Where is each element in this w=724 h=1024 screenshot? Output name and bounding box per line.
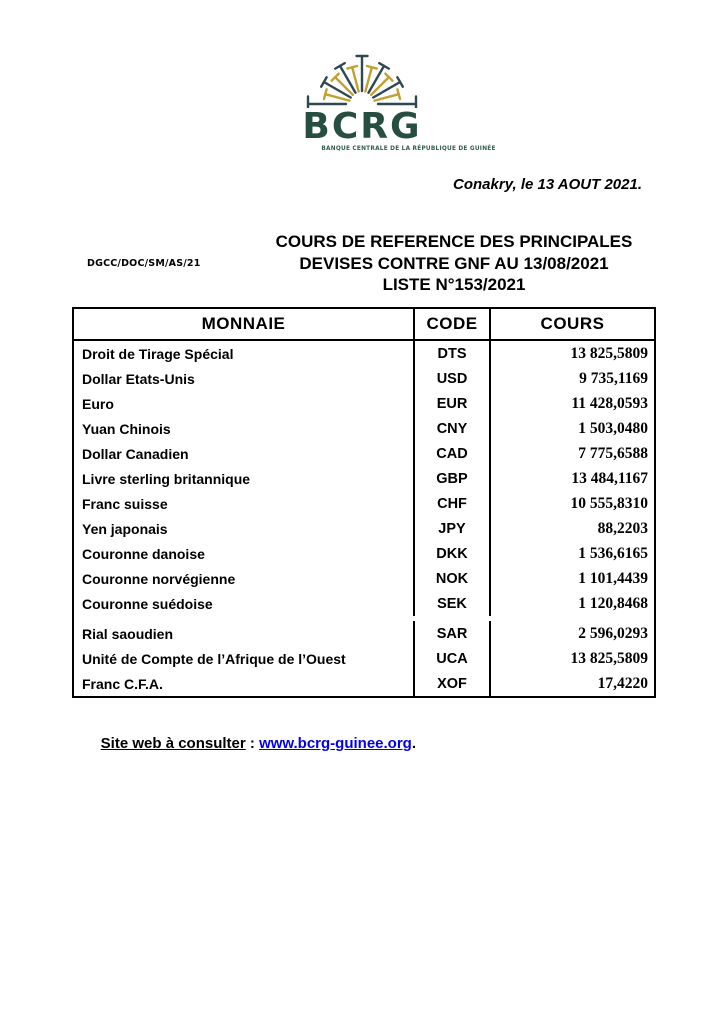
- currency-name-cell: Euro: [82, 395, 114, 412]
- currency-code-cell: JPY: [413, 516, 491, 541]
- table-row: [74, 391, 654, 416]
- currency-name-cell: Couronne norvégienne: [82, 570, 236, 587]
- currency-code-cell: SEK: [413, 591, 491, 616]
- table-row: [74, 466, 654, 491]
- table-row: [74, 621, 654, 646]
- table-row: [74, 441, 654, 466]
- bcrg-tagline: BANQUE CENTRALE DE LA RÉPUBLIQUE DE GUINÉE: [321, 145, 496, 152]
- title-line-3: LISTE N°153/2021: [382, 275, 526, 294]
- currency-code-cell: EUR: [413, 391, 491, 416]
- currency-code-cell: DTS: [413, 341, 491, 366]
- bcrg-logo: [292, 50, 496, 156]
- table-row: [74, 541, 654, 566]
- footer-separator: :: [245, 735, 260, 752]
- currency-rate-cell: 7 775,6588: [578, 444, 648, 462]
- currency-name-cell: Couronne danoise: [82, 545, 205, 562]
- currency-name-cell: Franc suisse: [82, 495, 168, 512]
- currency-name-cell: Couronne suédoise: [82, 595, 213, 612]
- date-line: Conakry, le 13 AOUT 2021.: [453, 176, 642, 193]
- currency-name-cell: Droit de Tirage Spécial: [82, 345, 234, 362]
- website-link[interactable]: www.bcrg-guinee.org: [259, 735, 412, 752]
- table-row: [74, 516, 654, 541]
- currency-code-cell: XOF: [413, 671, 491, 696]
- currency-code-cell: UCA: [413, 646, 491, 671]
- table-header-row: [74, 309, 654, 341]
- site-web-label: Site web à consulter: [100, 735, 246, 752]
- header-monnaie: MONNAIE: [201, 314, 286, 333]
- exchange-rates-table: [72, 307, 656, 698]
- currency-rate-cell: 2 596,0293: [578, 624, 648, 642]
- table-row: [74, 491, 654, 516]
- currency-name-cell: Dollar Etats-Unis: [82, 370, 195, 387]
- currency-name-cell: Unité de Compte de l’Afrique de l’Ouest: [82, 650, 346, 667]
- reference-code: DGCC/DOC/SM/AS/21: [87, 258, 201, 269]
- currency-rate-cell: 1 120,8468: [578, 594, 648, 612]
- currency-name-cell: Yuan Chinois: [82, 420, 171, 437]
- currency-rate-cell: 10 555,8310: [570, 494, 648, 512]
- currency-code-cell: NOK: [413, 566, 491, 591]
- table-row: [74, 366, 654, 391]
- table-row: [74, 416, 654, 441]
- currency-code-cell: SAR: [413, 621, 491, 646]
- currency-rate-cell: 9 735,1169: [579, 369, 648, 387]
- title-line-2: DEVISES CONTRE GNF AU 13/08/2021: [299, 253, 609, 273]
- table-row: [74, 341, 654, 366]
- header-code: CODE: [413, 309, 491, 339]
- document-title: [264, 231, 644, 296]
- table-row: [74, 646, 654, 671]
- currency-rate-cell: 13 825,5809: [570, 344, 648, 362]
- currency-name-cell: Yen japonais: [82, 520, 168, 537]
- table-row: [74, 591, 654, 616]
- table-row: [74, 671, 654, 696]
- footer-note: [84, 718, 416, 769]
- bcrg-wordmark: BCRG: [302, 106, 422, 147]
- currency-code-cell: CHF: [413, 491, 491, 516]
- currency-rate-cell: 13 825,5809: [570, 649, 648, 667]
- sunburst-icon: [292, 50, 432, 108]
- currency-rate-cell: 1 101,4439: [578, 569, 648, 587]
- table-body: [74, 341, 654, 696]
- currency-code-cell: GBP: [413, 466, 491, 491]
- currency-rate-cell: 88,2203: [597, 519, 648, 537]
- footer-period: .: [411, 735, 417, 752]
- currency-rate-cell: 1 503,0480: [578, 419, 648, 437]
- currency-rate-cell: 17,4220: [597, 674, 648, 692]
- currency-code-cell: CAD: [413, 441, 491, 466]
- currency-code-cell: CNY: [413, 416, 491, 441]
- currency-rate-cell: 1 536,6165: [578, 544, 648, 562]
- title-line-1: COURS DE REFERENCE DES PRINCIPALES: [275, 232, 633, 251]
- currency-code-cell: USD: [413, 366, 491, 391]
- currency-name-cell: Franc C.F.A.: [82, 675, 163, 692]
- header-cours: COURS: [540, 314, 605, 333]
- table-row: [74, 566, 654, 591]
- currency-rate-cell: 11 428,0593: [571, 394, 648, 412]
- currency-name-cell: Livre sterling britannique: [82, 470, 251, 487]
- currency-name-cell: Dollar Canadien: [82, 445, 189, 462]
- currency-name-cell: Rial saoudien: [82, 625, 174, 642]
- currency-code-cell: DKK: [413, 541, 491, 566]
- currency-rate-cell: 13 484,1167: [571, 469, 648, 487]
